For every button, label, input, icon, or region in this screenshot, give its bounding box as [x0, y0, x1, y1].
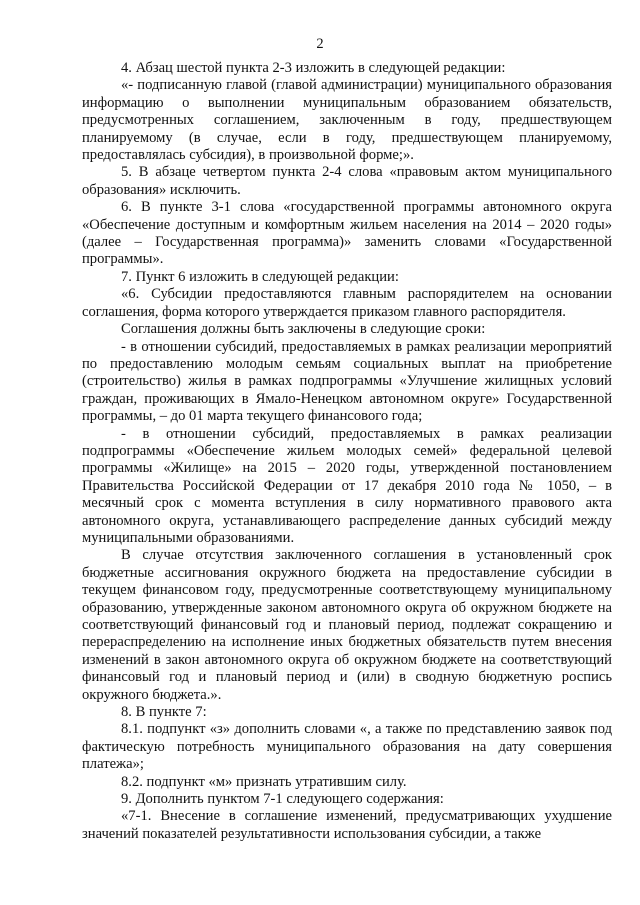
paragraph-4-text: «- подписанную главой (главой администрации) муниципального образования информацию о выполнении муниципальным образованием обязательств, предусмотренных соглашением, заключенным в году, предшествующем планируемому (в случае, если в году, предшествующем планируемому, предоставлялась субсидия), в произвольной форме;». [82, 77, 612, 164]
paragraph-7-deadlines: Соглашения должны быть заключены в следующие сроки: [121, 321, 486, 338]
paragraph-7: 7. Пункт 6 изложить в следующей редакции: [121, 268, 399, 285]
document-body [82, 60, 612, 843]
paragraph-7-no-agreement: В случае отсутствия заключенного соглашения в установленный срок бюджетные ассигнования окружного бюджета на предоставление субсидии в текущем финансовом году, предусмотренные соответствующему муниципальному образованию, утвержденные законом автономного округа об окружном бюджете на соответствующий финансовый год и плановый период, подлежат сокращению и перераспределению на исполнение иных бюджетных обязательств путем внесения изменений в закон автономного округа об окружном бюджете на соответствующий финансовый год и плановый период и (или) в сводную бюджетную роспись окружного бюджета.». [82, 547, 612, 703]
paragraph-4: 4. Абзац шестой пункта 2-3 изложить в следующей редакции: [121, 60, 506, 76]
paragraph-8-1: 8.1. подпункт «з» дополнить словами «, а также по представлению заявок под фактическую потребность муниципального образования на дату совершения платежа»; [82, 721, 612, 773]
paragraph-7-deadline-2: - в отношении субсидий, предоставляемых в рамках реализации подпрограммы «Обеспечение жильем молодых семей» федеральной целевой программы «Жилище» на 2015 – 2020 годы, утвержденной постановлением Правительства Российской Федерации от 17 декабря 2010 года № 1050, – в месячный срок с момента вступления в силу нормативного правового акта автономного округа, устанавливающего распределение данных субсидий между муниципальными образованиями. [82, 425, 612, 546]
paragraph-5: 5. В абзаце четвертом пункта 2-4 слова «правовым актом муниципального образования» исключить. [82, 164, 612, 198]
paragraph-7-point-6: «6. Субсидии предоставляются главным распорядителем на основании соглашения, форма которого утверждается приказом главного распорядителя. [82, 286, 612, 320]
paragraph-7-deadline-1: - в отношении субсидий, предоставляемых в рамках реализации мероприятий по предоставлению молодым семьям социальных выплат на приобретение (строительство) жилья в рамках подпрограммы «Улучшение жилищных условий граждан, проживающих в Ямало-Ненецком автономном округе» Государственной программы, – до 01 марта текущего финансового года; [82, 338, 612, 425]
paragraph-6: 6. В пункте 3-1 слова «государственной программы автономного округа «Обеспечение доступным и комфортным жильем населения на 2014 – 2020 годы» (далее – Государственная программа)» заменить словами «Государственной программы». [82, 199, 612, 268]
paragraph-8: 8. В пункте 7: [121, 704, 207, 721]
page-number: 2 [316, 36, 324, 52]
paragraph-8-2: 8.2. подпункт «м» признать утратившим силу. [121, 773, 407, 790]
paragraph-9-point-7-1: «7-1. Внесение в соглашение изменений, предусматривающих ухудшение значений показателей результативности использования субсидии, а также [82, 808, 612, 842]
paragraph-9: 9. Дополнить пунктом 7-1 следующего содержания: [121, 791, 444, 808]
